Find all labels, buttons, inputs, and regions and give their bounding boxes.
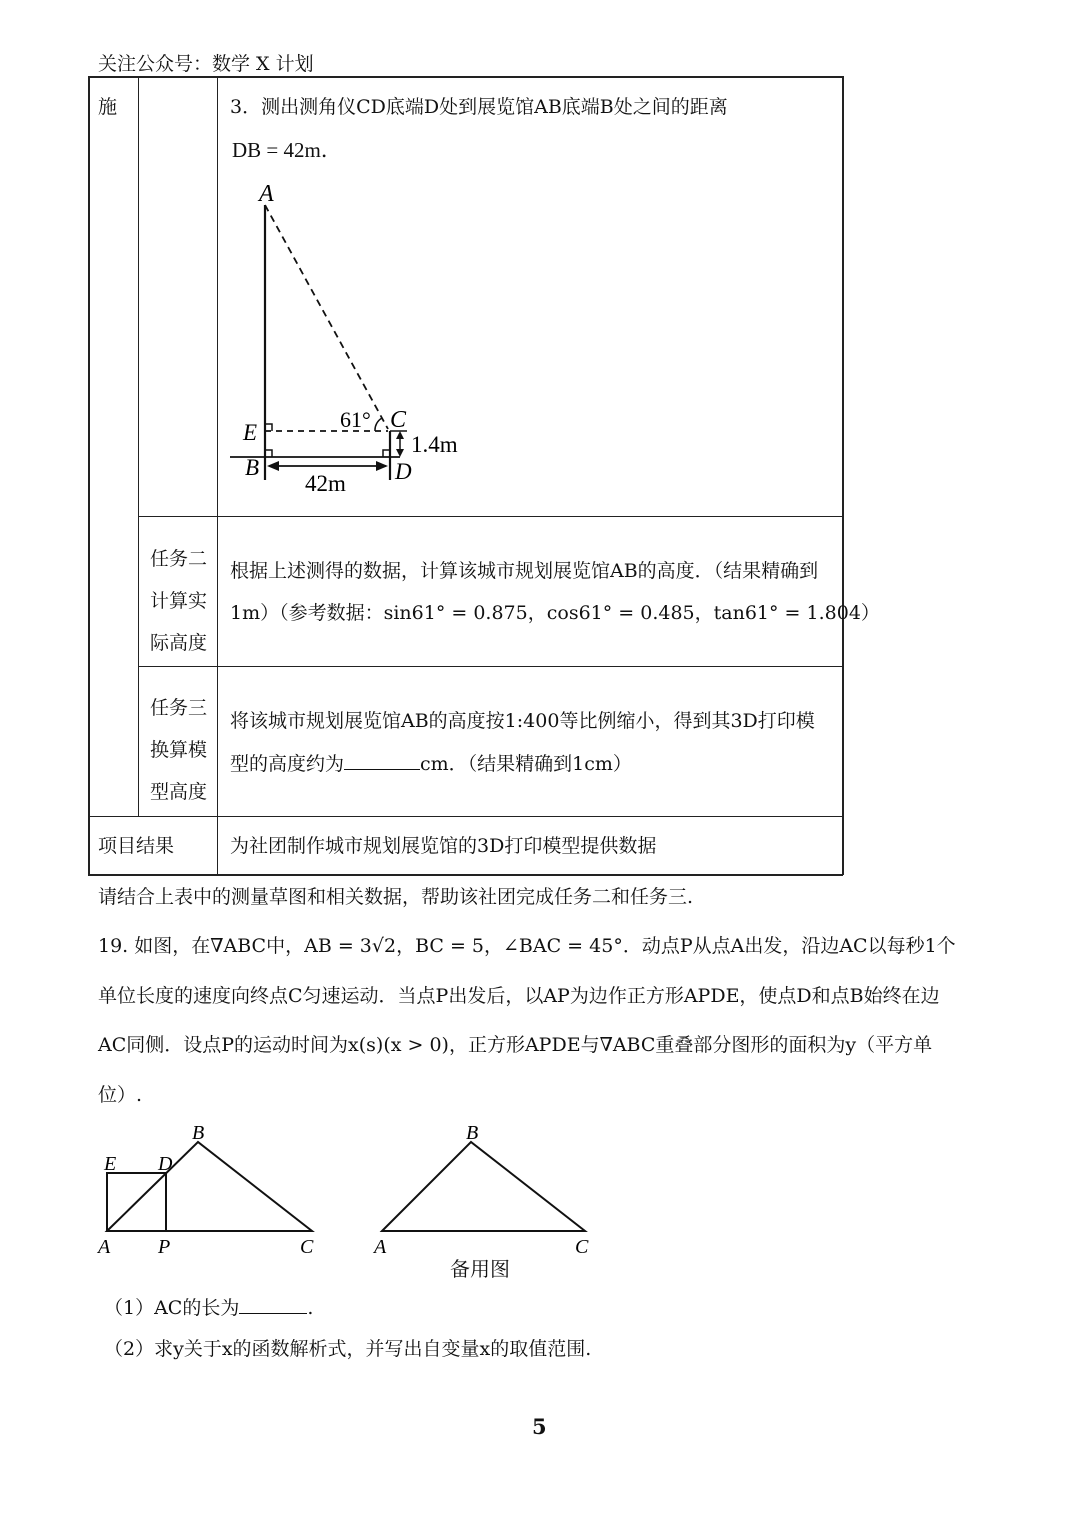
task3-text-line2: 型的高度约为 cm．（结果精确到1cm） [230,753,632,775]
fig1-label-e: E [104,1153,117,1175]
task2-label: 任务二 计算实 际高度 [150,548,208,654]
fig1-label-b: B [192,1122,205,1144]
triangle-abc [107,1142,312,1231]
distance-arrow-right [376,461,388,471]
table-right-border [842,76,844,875]
fig1-label-c: C [300,1236,314,1258]
fig2-label-a: A [374,1236,387,1258]
q19-line2: 单位长度的速度向终点C匀速运动．当点P出发后，以AP为边作正方形APDE，使点D和点B始终在边 [98,985,940,1007]
fig1-label-p: P [158,1236,171,1258]
measurement-diagram [225,175,485,505]
table-top-border [88,76,843,78]
left-column-char: 施 [98,96,118,118]
q19-part2: （2）求y关于x的函数解析式，并写出自变量x的取值范围. [104,1338,592,1360]
label-angle: 61° [340,407,371,432]
q19-part1: （1）AC的长为 . [104,1297,314,1319]
table-row-sep-2 [138,666,843,667]
triangle-figure-backup [370,1118,610,1263]
task2-text-line1: 根据上述测得的数据，计算该城市规划展览馆AB的高度．（结果精确到 [230,560,819,582]
triangle-figure-main [95,1118,335,1263]
label-height: 1.4m [411,432,458,457]
backup-figure-caption: 备用图 [450,1257,510,1281]
page-number: 5 [532,1414,547,1439]
instruction-text: 请结合上表中的测量草图和相关数据，帮助该社团完成任务二和任务三. [98,886,694,908]
q19-line4: 位）. [98,1084,143,1106]
table-col-sep-1 [138,76,139,817]
table-row-sep-3 [88,816,843,817]
task3-label: 任务三 换算模 型高度 [150,697,208,803]
q19-line1: 19. 如图，在∇ABC中，AB = 3√2，BC = 5，∠BAC = 45°．动点P从点A出发，沿边AC以每秒1个 [98,935,956,957]
height-arrow-bottom [396,449,404,457]
fig1-label-d: D [158,1153,173,1175]
task2-text-line2: 1m）（参考数据：sin61° = 0.875，cos61° = 0.485，tan61° = 1.804） [230,602,880,624]
angle-arc-c [375,418,382,431]
result-text: 为社团制作城市规划展览馆的3D打印模型提供数据 [230,835,657,857]
backup-triangle-abc [382,1142,585,1231]
label-d: D [395,459,412,484]
page-header: 关注公众号：数学 X 计划 [98,53,314,75]
result-label: 项目结果 [98,835,175,857]
table-row-sep-1 [138,516,843,517]
distance-arrow-left [267,461,279,471]
label-distance: 42m [305,471,346,496]
task3-text-line1: 将该城市规划展览馆AB的高度按1:400等比例缩小，得到其3D打印模 [230,710,815,732]
part1-answer-blank[interactable] [239,1295,307,1314]
sight-line-ac [265,205,388,429]
fig2-label-b: B [466,1122,479,1144]
table-bottom-border [88,874,843,876]
step3-text-line1: 3．测出测角仪CD底端D处到展览馆AB底端B处之间的距离 [230,96,728,118]
label-a: A [259,181,274,207]
label-b: B [245,455,260,480]
fig1-label-a: A [98,1236,111,1258]
task3-answer-blank[interactable] [344,751,420,770]
q19-line3: AC同侧．设点P的运动时间为x(s)(x > 0)，正方形APDE与∇ABC重叠部分图形的面积为y（平方单 [98,1034,933,1056]
fig2-label-c: C [575,1236,589,1258]
step3-text-line2: DB = 42m． [232,138,342,162]
label-c: C [390,407,407,433]
label-e: E [243,420,258,445]
table-col-sep-2 [217,76,218,875]
table-left-border [88,76,90,875]
